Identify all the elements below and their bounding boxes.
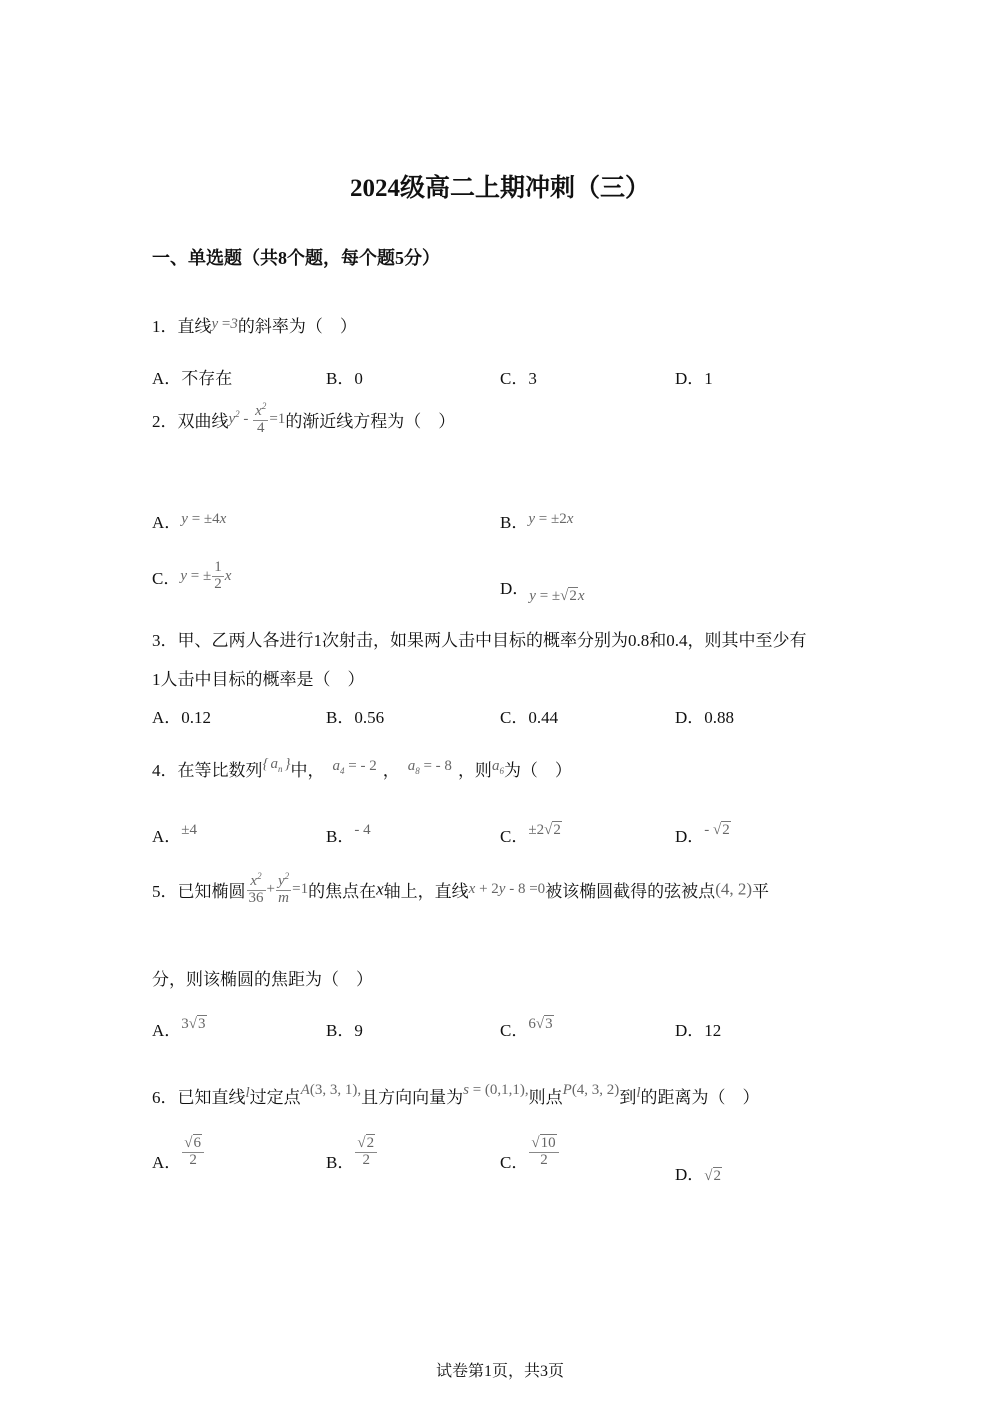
q3-option-a: A．0.12 xyxy=(152,708,212,727)
q5-option-a: A．3√3 xyxy=(152,1016,206,1040)
q5-option-b: B．9 xyxy=(326,1021,363,1040)
question-6: 6．已知直线l过定点A(3, 3, 1),且方向向量为s = (0,1,1),则点P(4, 3, 2)到l的距离为（ ） xyxy=(152,1082,760,1107)
q4-option-d: D．- √2 xyxy=(675,822,730,846)
q5-option-d: D．12 xyxy=(675,1021,722,1040)
q6-option-d: D．√2 xyxy=(675,1165,722,1184)
math-y-eq-3: y =3 xyxy=(211,316,238,332)
q4-option-b: B．- 4 xyxy=(326,822,371,846)
question-2: 2．双曲线$y^2$ - $\frac{x^2}{4}$ =1的渐近线方程为（ ） xyxy=(152,401,456,436)
question-1: 1．直线y =3的斜率为（ ） xyxy=(152,316,357,336)
question-5: 5．已知椭圆 $\frac{x^2}{36}$ + $\frac{y^2}{m}$ =1的焦点在x轴上，直线x + 2y - 8 =0被该椭圆截得的弦被点(4, 2)平 xyxy=(152,871,770,906)
q1-option-a: A．不存在 xyxy=(152,369,233,388)
q6-option-b: B． $\frac{√2}{2}$ xyxy=(326,1136,378,1173)
q6-option-c: C． $\frac{√10}{2}$ xyxy=(500,1136,560,1173)
math-ellipse: $\frac{x^2}{36}$ + $\frac{y^2}{m}$ =1 xyxy=(248,871,309,906)
q4-option-c: C．±2√2 xyxy=(500,822,561,846)
question-3-line-1: 3．甲、乙两人各进行1次射击，如果两人击中目标的概率分别为0.8和0.4，则其中至少有 xyxy=(152,631,807,650)
question-3-line-2: 1人击中目标的概率是（ ） xyxy=(152,670,365,689)
page-footer: 试卷第1页，共3页 xyxy=(435,1363,564,1380)
question-5-line-2: 分，则该椭圆的焦距为（ ） xyxy=(152,970,373,989)
math-hyperbola: $y^2$ - $\frac{x^2}{4}$ =1 xyxy=(228,401,286,436)
q6-option-a: A． $\frac{√6}{2}$ xyxy=(152,1136,205,1173)
question-4: 4．在等比数列{ $a_n$ }中， $a_4$ = - 2 ， $a_8$ = - 8 ，则$a_6$为（ ） xyxy=(152,756,572,780)
q4-option-a: A．±4 xyxy=(152,822,198,846)
q2-option-d: D．y = ±√2x xyxy=(500,579,585,604)
section-heading: 一、单选题（共8个题，每个题5分） xyxy=(152,248,440,268)
q5-option-c: C．6√3 xyxy=(500,1016,553,1040)
q2-option-a: A．y = ±4x xyxy=(152,511,227,532)
q2-option-c: C．y = ± $\frac{1}{2}$ x xyxy=(152,559,232,592)
q3-option-c: C．0.44 xyxy=(500,708,559,727)
q3-option-d: D．0.88 xyxy=(675,708,735,727)
q3-option-b: B．0.56 xyxy=(326,708,385,727)
q2-option-b: B．y = ±2x xyxy=(500,511,574,532)
q1-option-b: B．0 xyxy=(326,369,363,388)
page-title: 2024级高二上期冲刺（三） xyxy=(349,175,650,202)
q1-option-d: D．1 xyxy=(675,369,713,388)
q1-option-c: C．3 xyxy=(500,369,537,388)
